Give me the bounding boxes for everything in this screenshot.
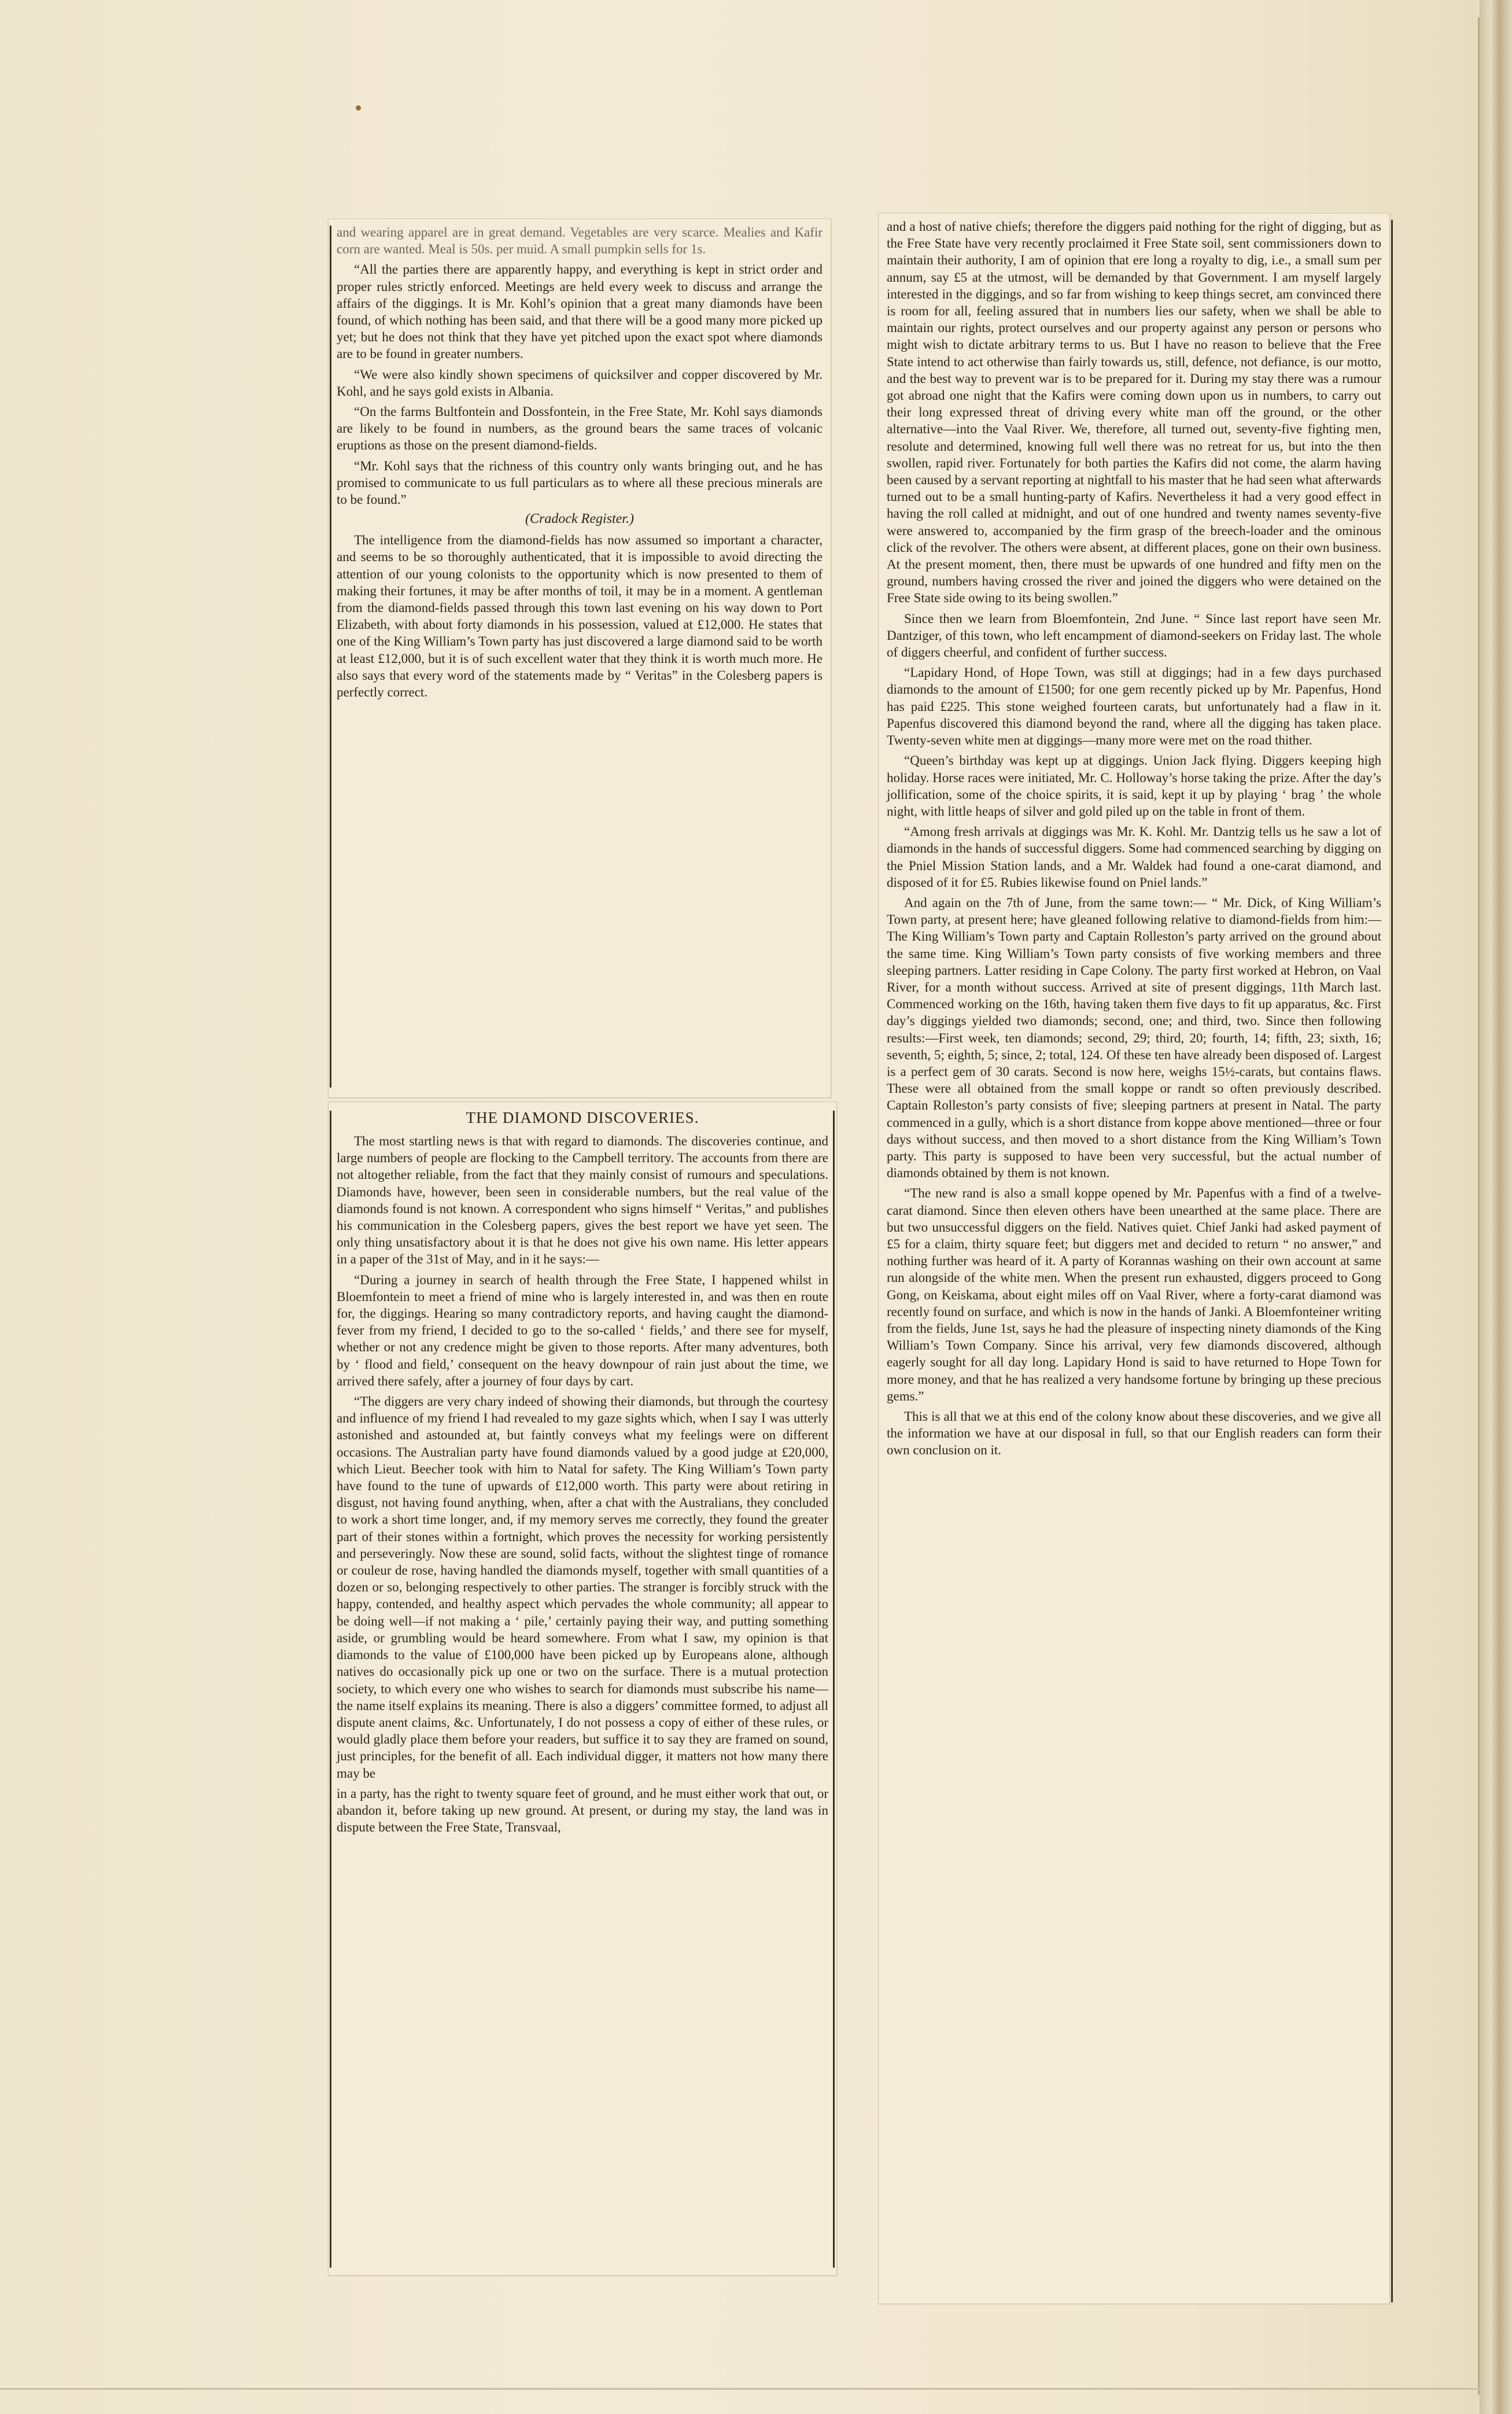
- margin-rule: [833, 1111, 835, 2268]
- paragraph: Since then we learn from Bloemfontein, 2nd June. “ Since last report have seen Mr. Dantziger, of this town, who left encampment of diamond-seekers on Friday last. The whole of diggers cheerful, and confident of further success.: [887, 611, 1381, 660]
- margin-rule: [1391, 220, 1393, 2302]
- ink-spot: [356, 105, 361, 110]
- margin-rule: [330, 226, 331, 1088]
- page-edge: [1480, 0, 1512, 2414]
- page-crease: [0, 2388, 1481, 2390]
- fold-line: [1478, 17, 1480, 2395]
- clipping-continuation: [878, 213, 1390, 2304]
- paragraph: “Among fresh arrivals at diggings was Mr. K. Kohl. Mr. Dantzig tells us he saw a lot of diamonds in the hands of successful diggers. Some had commenced searching by digging on the Pniel Mission Station lands, and a Mr. Waldek had found a one-carat diamond, and disposed of it for £5. Rubies likewise found on Pniel lands.”: [887, 824, 1381, 890]
- paragraph: and a host of native chiefs; therefore the diggers paid nothing for the right of digging, but as the Free State have very recently proclaimed it Free State soil, sent commissioners down to maintain their authority, I am of opinion that ere long a royalty to dig, i.e., a small sum per annum, say £5 at the utmost, will be demanded by that Government. I am myself largely interested in the diggings, and so far from wishing to keep things secret, am convinced there is room for all, feeling assured that in numbers lies our safety, when we shall be able to maintain our rights, protect ourselves and our property against any person or persons who might wish to dictate arbitrary terms to us. But I have no reason to believe that the Free State intend to act otherwise than fairly towards us, still, defence, not defiance, is our motto, and the best way to prevent war is to be prepared for it. During my stay there was a rumour got abroad one night that the Kafirs were coming down upon us in numbers, to carry out their long expressed threat of driving every white man off the ground, or the other alternative—into the Vaal River. We, therefore, all turned out, seventy-five fighting men, resolute and determined, knowing full well there was no retreat for us, but into the then swollen, rapid river. Fortunately for both parties the Kafirs did not come, the alarm having been caused by a servant reporting at nightfall to his master that he had seen what afterwards turned out to be a small hunting-party of Kafirs. Nevertheless it had a very good effect in having the roll called at midnight, and out of one hundred and twenty names seventy-five were answered to, accompanied by the firm grasp of the breech-loader and the ominous click of the revolver. The others were absent, at different places, gone on their own business. At the present moment, then, there must be upwards of one hundred and fifty men on the ground, numbers having crossed the river and joined the diggers who were detained on the Free State side owing to its being swollen.”: [887, 219, 1381, 606]
- clipping-cradock: [328, 219, 831, 1098]
- paragraph: And again on the 7th of June, from the same town:— “ Mr. Dick, of King William’s Town party, at present here; have gleaned following relative to diamond-fields from him:—The King William’s Town party and Captain Rolleston’s party arrived on the ground about the same time. King William’s Town party consists of five working members and three sleeping partners. Latter residing in Cape Colony. The party first worked at Hebron, on Vaal River, for a month without success. Arrived at site of present diggings, 11th March last. Commenced working on the 16th, having taken them five days to fit up apparatus, &c. First day’s diggings yielded two diamonds; second, one; and third, two. Since then following results:—First week, ten diamonds; second, 29; third, 20; fourth, 14; fifth, 23; sixth, 16; seventh, 5; eighth, 5; since, 2; total, 124. Of these ten have already been disposed of. Largest is a perfect gem of 30 carats. Second is now here, weighs 15½-carats, but contains flaws. These were all obtained from the small koppe or randt so often previously described. Captain Rolleston’s party consists of five; sleeping partners at present in Natal. The party commenced in a gully, which is a short distance from koppe above mentioned—three or four days without success, and then moved to a short distance from the King William’s Town party. This party is supposed to have been very successful, but the actual number of diamonds obtained by them is not known.: [887, 895, 1381, 1181]
- paragraph: “We were also kindly shown specimens of quicksilver and copper discovered by Mr. Kohl, and he says gold exists in Albania.: [337, 367, 823, 399]
- source-line: (Cradock Register.): [525, 511, 634, 527]
- paragraph: “The new rand is also a small koppe opened by Mr. Papenfus with a find of a twelve-carat diamond. Since then eleven others have been unearthed at the same place. There are but two unsuccessful diggers on the field. Natives quiet. Chief Janki had asked payment of £5 for a claim, thirty square feet; but diggers met and decided to return “ no answer,” and nothing further was heard of it. A party of Korannas washing on their own account at same run alongside of the white men. When the present run exhausted, diggers proceed to Gong Gong, on Keiskama, about eight miles off on Vaal River, where a forty-carat diamond was recently found on surface, and which is now in the hands of Janki. A Bloemfonteiner writing from the fields, June 1st, says he had the pleasure of inspecting ninety diamonds of the King William’s Town Company. Since his arrival, very few diamonds discovered, although eagerly sought for all day long. Lapidary Hond is said to have returned to Hope Town for more money, and that he has realized a very handsome fortune by bringing up these precious gems.”: [887, 1186, 1381, 1403]
- paragraph: in a party, has the right to twenty square feet of ground, and he must either work that out, or abandon it, before taking up new ground. At present, or during my stay, the land was in dispute between the Free State, Transvaal,: [337, 1786, 828, 1835]
- paragraph: The intelligence from the diamond-fields has now assumed so important a character, and seems to be so thoroughly authenticated, that it is impossible to avoid directing the attention of our young colonists to the opportunity which is now presented to them of making their fortunes, it may be after months of toil, it may be in a moment. A gentleman from the diamond-fields passed through this town last evening on his way down to Port Elizabeth, with about forty diamonds in his possession, valued at £12,000. He states that one of the King William’s Town party has just discovered a large diamond said to be worth at least £12,000, but it is of such excellent water that they think it is worth much more. He also says that every word of the statements made by “ Veritas” in the Colesberg papers is perfectly correct.: [337, 533, 823, 700]
- paragraph: “Lapidary Hond, of Hope Town, was still at diggings; had in a few days purchased diamonds to the amount of £1500; for one gem recently picked up by Mr. Papenfus, Hond has paid £225. This stone weighed fourteen carats, but unfortunately had a flaw in it. Papenfus discovered this diamond beyond the rand, where all the digging has taken place. Twenty-seven white men at diggings—many more were met on the road thither.: [887, 665, 1381, 748]
- paragraph: “During a journey in search of health through the Free State, I happened whilst in Bloemfontein to meet a friend of mine who is largely interested in, and was then en route for, the diggings. Hearing so many contradictory reports, and having caught the diamond-fever from my friend, I decided to go to the so-called ‘ fields,’ and there see for myself, whether or not any credence might be given to those reports. After many adventures, both by ‘ flood and field,’ consequent on the heavy downpour of rain just about the time, we arrived there safely, after a journey of four days by cart.: [337, 1272, 828, 1388]
- paragraph: “Queen’s birthday was kept up at diggings. Union Jack flying. Diggers keeping high holiday. Horse races were initiated, Mr. C. Holloway’s horse taking the prize. After the day’s jollification, some of the choice spirits, it is said, kept it up by playing ‘ brag ’ the whole night, with little heaps of silver and gold piled up on the table in front of them.: [887, 753, 1381, 819]
- article-heading: THE DIAMOND DISCOVERIES.: [466, 1109, 699, 1126]
- paragraph: This is all that we at this end of the colony know about these discoveries, and we give all the information we have at our disposal in full, so that our English readers can form their own conclusion on it.: [887, 1409, 1381, 1458]
- paragraph: “Mr. Kohl says that the richness of this country only wants bringing out, and he has promised to communicate to us full particulars as to where all these precious minerals are to be found.”: [337, 458, 823, 507]
- clipping-diamond-discoveries: [328, 1101, 837, 2276]
- paragraph: The most startling news is that with regard to diamonds. The discoveries continue, and large numbers of people are flocking to the Campbell territory. The accounts from there are not altogether reliable, from the fact that they mainly consist of rumours and speculations. Diamonds have, however, been seen in considerable numbers, but the real value of the diamonds found is not known. A correspondent who signs himself “ Veritas,” and publishes his communication in the Colesberg papers, gives the best report we have yet seen. The only thing unsatisfactory about it is that he does not give his own name. His letter appears in a paper of the 31st of May, and in it he says:—: [337, 1134, 828, 1267]
- paragraph: “All the parties there are apparently happy, and everything is kept in strict order and proper rules strictly enforced. Meetings are held every week to discuss and arrange the affairs of the diggings. It is Mr. Kohl’s opinion that a great many diamonds have been found, of which nothing has been said, and that there will be a good many more picked up yet; but he does not think that they have yet pitched upon the exact spot where diamonds are to be found in greater numbers.: [337, 262, 823, 362]
- margin-rule: [330, 1111, 331, 2268]
- paragraph: “On the farms Bultfontein and Dossfontein, in the Free State, Mr. Kohl says diamonds are likely to be found in numbers, as the ground bears the same traces of volcanic eruptions as those on the present diamond-fields.: [337, 404, 823, 453]
- paragraph: “The diggers are very chary indeed of showing their diamonds, but through the courtesy and influence of my friend I had revealed to my gaze sights which, when I say I was utterly astonished and astounded at, but faintly conveys what my feelings were on different occasions. The Australian party have found diamonds valued by a good judge at £20,000, which Lieut. Beecher took with him to Natal for safety. The King William’s Town party have found to the tune of upwards of £12,000 worth. This party were about retiring in disgust, not having found anything, when, after a chat with the Australians, they concluded to work a short time longer, and, if my memory serves me correctly, they found the greater part of their stones within a fortnight, which proves the necessity for working persistently and perseveringly. Now these are sound, solid facts, without the slightest tinge of romance or couleur de rose, having handled the diamonds myself, together with small quantities of a dozen or so, belonging respectively to other parties. The stranger is forcibly struck with the happy, contended, and healthy aspect which pervades the whole community; all appear to be doing well—if not making a ‘ pile,’ certainly paying their way, and putting something aside, or grumbling would be heard somewhere. From what I saw, my opinion is that diamonds to the value of £100,000 have been picked up by Europeans alone, although natives do occasionally pick up one or two on the surface. There is a mutual protection society, to which every one who wishes to search for diamonds must subscribe his name—the name itself explains its meaning. There is also a diggers’ committee formed, to adjust all dispute anent claims, &c. Unfortunately, I do not possess a copy of either of these rules, or would gladly place them before your readers, but suffice it to say they are framed on sound, just principles, for the benefit of all. Each individual digger, it matters not how many there may be: [337, 1394, 828, 1781]
- paragraph: and wearing apparel are in great demand. Vegetables are very scarce. Mealies and Kafir corn are wanted. Meal is 50s. per muid. A small pumpkin sells for 1s.: [337, 225, 823, 257]
